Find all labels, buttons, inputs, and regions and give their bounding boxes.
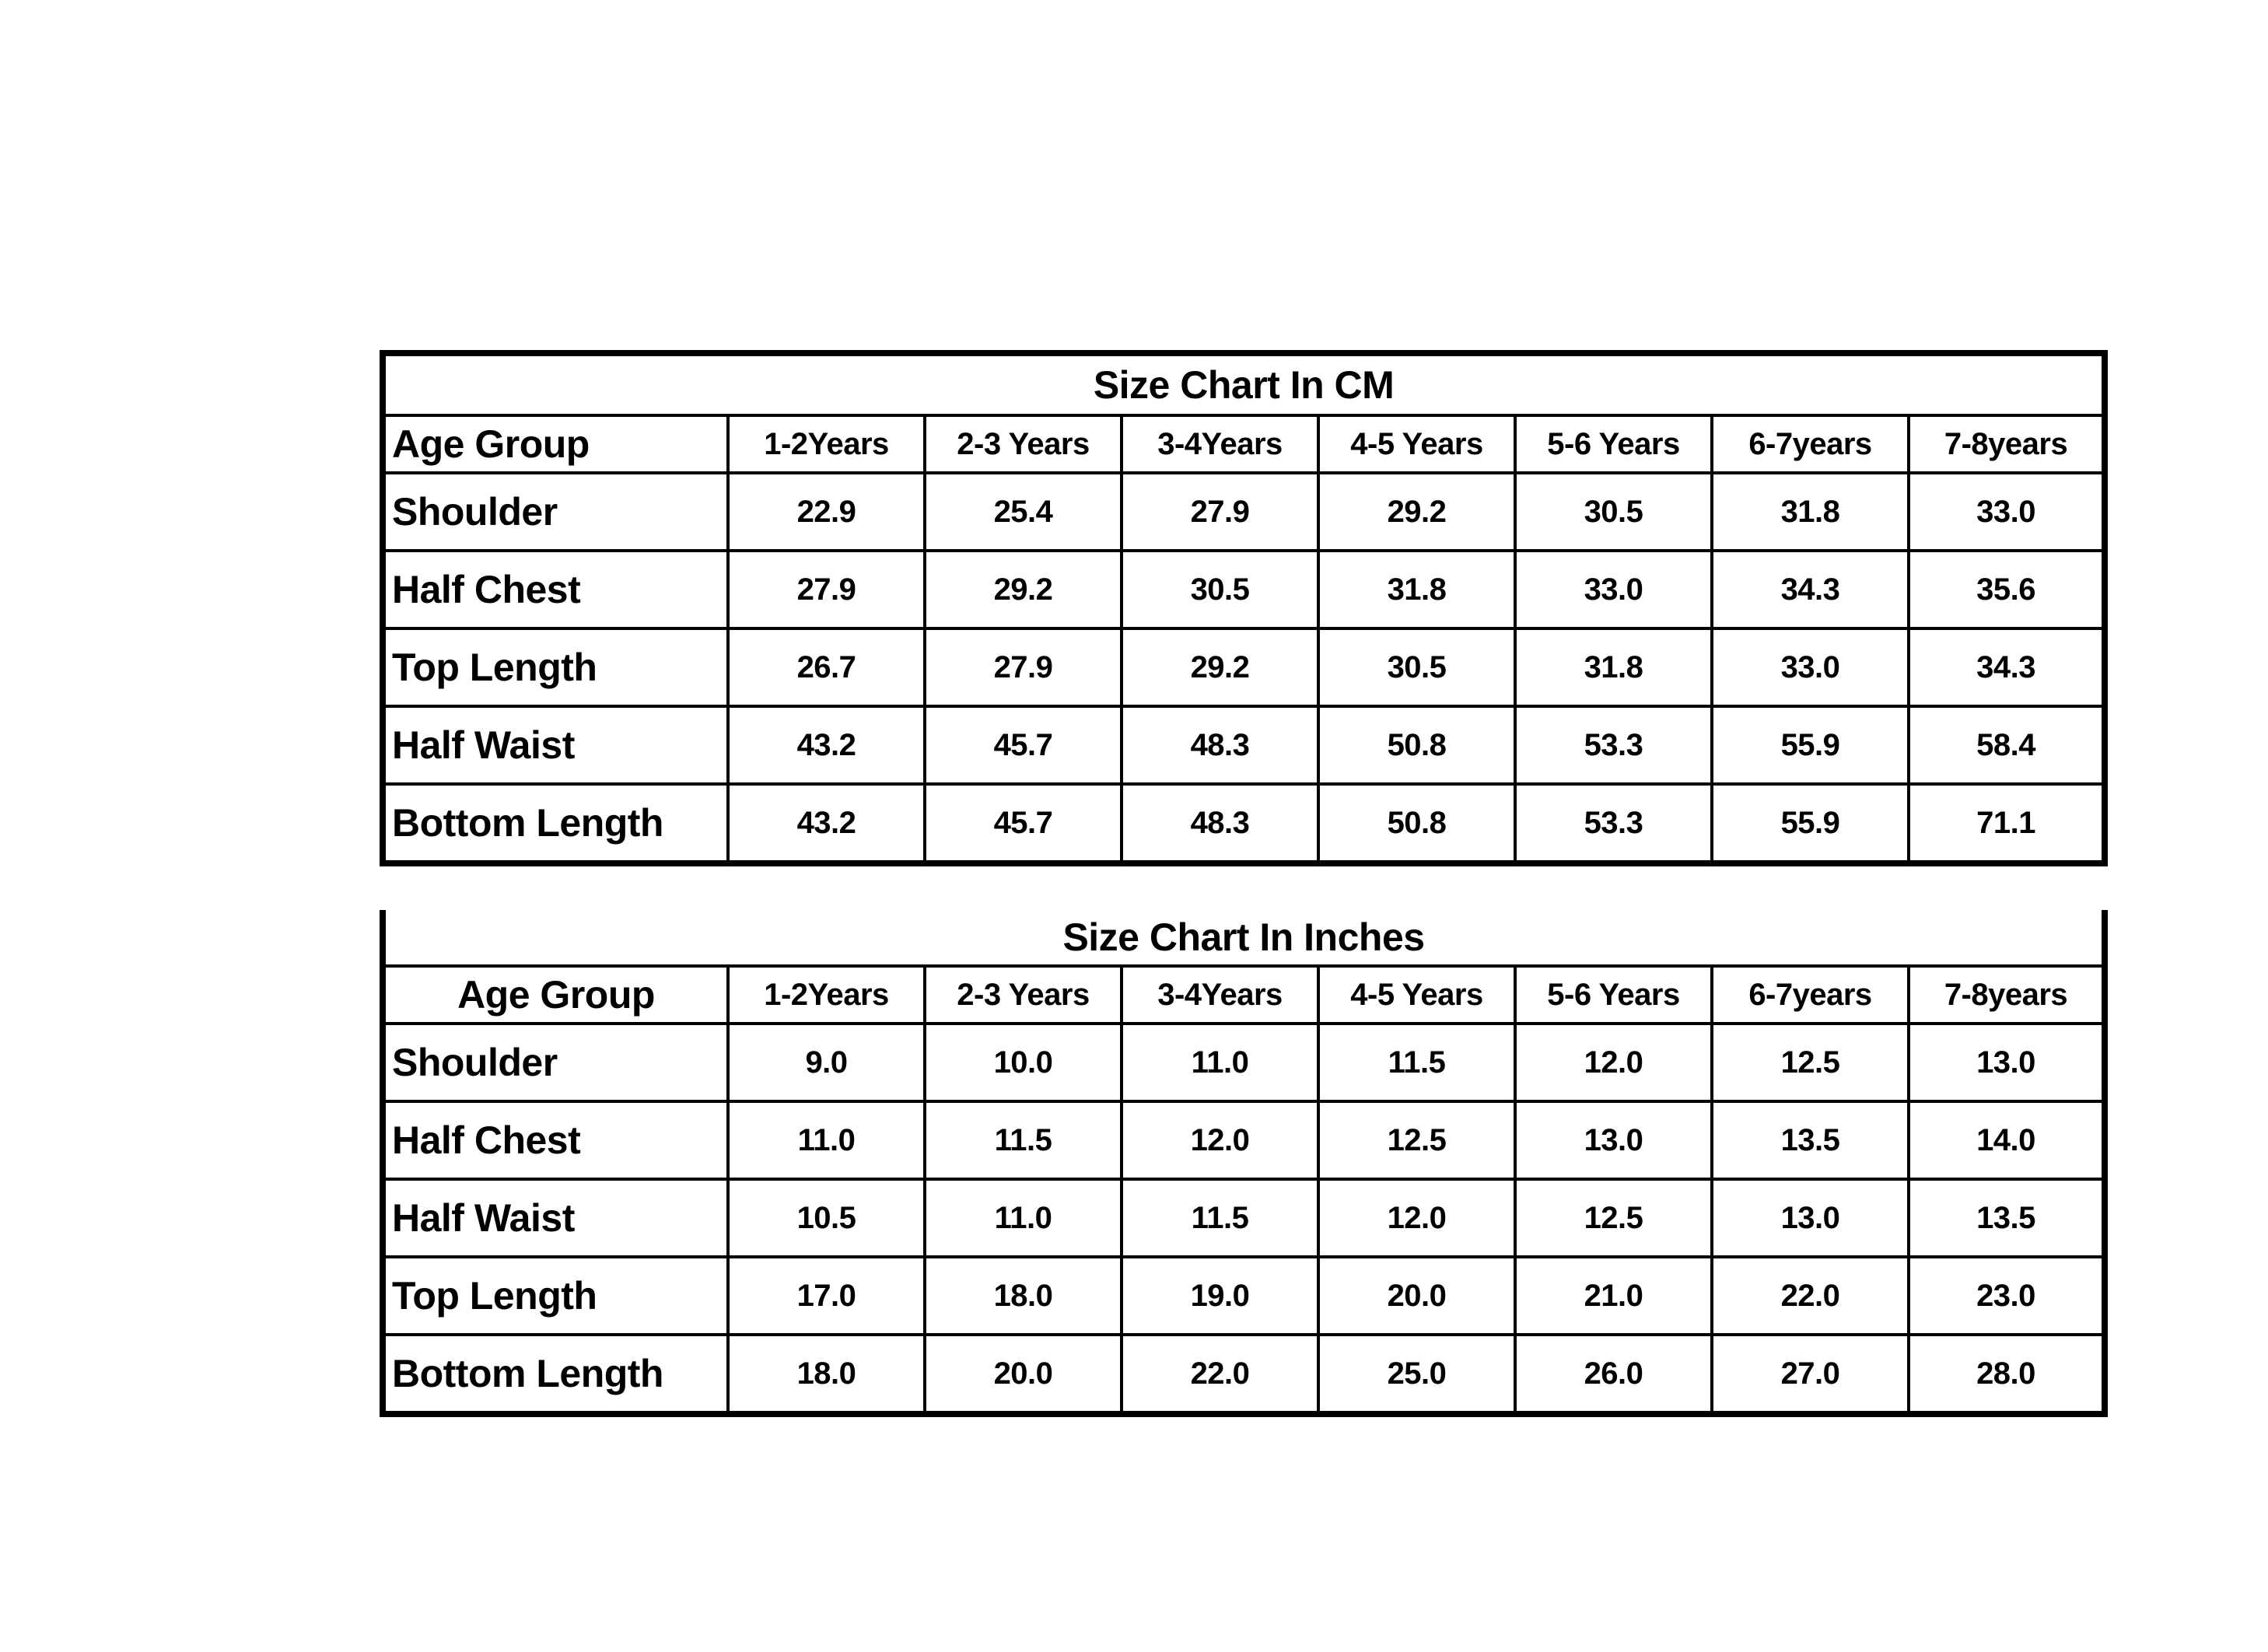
table-cell: 13.0 (1515, 1101, 1712, 1179)
table-cell: 13.0 (1909, 1024, 2105, 1101)
table-cell: 18.0 (925, 1257, 1122, 1335)
table-cell: 13.5 (1712, 1101, 1909, 1179)
table-cell: 35.6 (1909, 551, 2105, 628)
row-label-bottom-length: Bottom Length (383, 784, 728, 863)
table-cell: 11.5 (925, 1101, 1122, 1179)
table-cell: 26.7 (728, 628, 925, 706)
table-cell: 50.8 (1318, 706, 1515, 784)
table-cell: 71.1 (1909, 784, 2105, 863)
table-cell: 12.0 (1318, 1179, 1515, 1257)
row-label-half-chest: Half Chest (383, 1101, 728, 1179)
table-row-top-length (383, 628, 2105, 706)
table-cell: 28.0 (1909, 1335, 2105, 1414)
table-cell: 31.8 (1712, 473, 1909, 551)
table-row-half-waist (383, 1179, 2105, 1257)
size-chart-cm-table (380, 350, 2108, 866)
column-header-2-3-years: 2-3 Years (925, 966, 1122, 1024)
row-label-top-length: Top Length (383, 1257, 728, 1335)
table-title-row (383, 910, 2105, 966)
table-cell: 34.3 (1712, 551, 1909, 628)
table-header-row (383, 415, 2105, 473)
table-cell: 34.3 (1909, 628, 2105, 706)
row-label-shoulder: Shoulder (383, 1024, 728, 1101)
age-group-header: Age Group (383, 415, 728, 473)
table-cell: 12.5 (1515, 1179, 1712, 1257)
table-cell: 19.0 (1122, 1257, 1318, 1335)
table-row-bottom-length (383, 1335, 2105, 1414)
column-header-1-2years: 1-2Years (728, 966, 925, 1024)
table-cell: 30.5 (1515, 473, 1712, 551)
column-header-7-8years: 7-8years (1909, 966, 2105, 1024)
table-cell: 9.0 (728, 1024, 925, 1101)
row-label-half-chest: Half Chest (383, 551, 728, 628)
table-cell: 43.2 (728, 706, 925, 784)
column-header-3-4years: 3-4Years (1122, 966, 1318, 1024)
column-header-4-5-years: 4-5 Years (1318, 415, 1515, 473)
table-cell: 33.0 (1515, 551, 1712, 628)
table-cell: 33.0 (1712, 628, 1909, 706)
table-cell: 31.8 (1318, 551, 1515, 628)
table-cell: 10.0 (925, 1024, 1122, 1101)
table-title: Size Chart In CM (383, 353, 2105, 415)
table-row-half-waist (383, 706, 2105, 784)
table-cell: 27.9 (1122, 473, 1318, 551)
table-cell: 23.0 (1909, 1257, 2105, 1335)
table-cell: 13.0 (1712, 1179, 1909, 1257)
table-cell: 48.3 (1122, 784, 1318, 863)
table-row-shoulder (383, 473, 2105, 551)
table-row-half-chest (383, 1101, 2105, 1179)
table-cell: 27.9 (925, 628, 1122, 706)
column-header-4-5-years: 4-5 Years (1318, 966, 1515, 1024)
column-header-7-8years: 7-8years (1909, 415, 2105, 473)
table-cell: 55.9 (1712, 706, 1909, 784)
row-label-bottom-length: Bottom Length (383, 1335, 728, 1414)
table-cell: 58.4 (1909, 706, 2105, 784)
table-cell: 55.9 (1712, 784, 1909, 863)
row-label-half-waist: Half Waist (383, 706, 728, 784)
table-cell: 11.5 (1122, 1179, 1318, 1257)
row-label-top-length: Top Length (383, 628, 728, 706)
table-cell: 11.5 (1318, 1024, 1515, 1101)
table-cell: 13.5 (1909, 1179, 2105, 1257)
table-cell: 53.3 (1515, 706, 1712, 784)
table-cell: 31.8 (1515, 628, 1712, 706)
table-cell: 45.7 (925, 706, 1122, 784)
table-cell: 27.9 (728, 551, 925, 628)
table-cell: 20.0 (925, 1335, 1122, 1414)
table-cell: 48.3 (1122, 706, 1318, 784)
table-cell: 12.5 (1318, 1101, 1515, 1179)
table-header-row (383, 966, 2105, 1024)
column-header-5-6-years: 5-6 Years (1515, 415, 1712, 473)
table-title: Size Chart In Inches (383, 910, 2105, 966)
column-header-5-6-years: 5-6 Years (1515, 966, 1712, 1024)
table-title-row (383, 353, 2105, 415)
table-cell: 53.3 (1515, 784, 1712, 863)
row-label-half-waist: Half Waist (383, 1179, 728, 1257)
table-cell: 50.8 (1318, 784, 1515, 863)
table-cell: 11.0 (728, 1101, 925, 1179)
table-cell: 26.0 (1515, 1335, 1712, 1414)
table-row-shoulder (383, 1024, 2105, 1101)
table-row-half-chest (383, 551, 2105, 628)
table-cell: 30.5 (1122, 551, 1318, 628)
table-cell: 10.5 (728, 1179, 925, 1257)
table-cell: 25.4 (925, 473, 1122, 551)
table-cell: 30.5 (1318, 628, 1515, 706)
table-cell: 11.0 (1122, 1024, 1318, 1101)
table-cell: 27.0 (1712, 1335, 1909, 1414)
table-row-top-length (383, 1257, 2105, 1335)
table-cell: 12.0 (1515, 1024, 1712, 1101)
column-header-1-2years: 1-2Years (728, 415, 925, 473)
table-row-bottom-length (383, 784, 2105, 863)
column-header-6-7years: 6-7years (1712, 966, 1909, 1024)
table-cell: 22.9 (728, 473, 925, 551)
row-label-shoulder: Shoulder (383, 473, 728, 551)
table-cell: 29.2 (1318, 473, 1515, 551)
table-cell: 12.0 (1122, 1101, 1318, 1179)
table-cell: 33.0 (1909, 473, 2105, 551)
table-cell: 43.2 (728, 784, 925, 863)
table-cell: 45.7 (925, 784, 1122, 863)
table-cell: 22.0 (1122, 1335, 1318, 1414)
age-group-header: Age Group (383, 966, 728, 1024)
column-header-6-7years: 6-7years (1712, 415, 1909, 473)
table-cell: 11.0 (925, 1179, 1122, 1257)
column-header-2-3-years: 2-3 Years (925, 415, 1122, 473)
table-cell: 29.2 (925, 551, 1122, 628)
table-cell: 14.0 (1909, 1101, 2105, 1179)
table-cell: 12.5 (1712, 1024, 1909, 1101)
table-cell: 25.0 (1318, 1335, 1515, 1414)
column-header-3-4years: 3-4Years (1122, 415, 1318, 473)
table-cell: 18.0 (728, 1335, 925, 1414)
table-cell: 17.0 (728, 1257, 925, 1335)
table-cell: 21.0 (1515, 1257, 1712, 1335)
table-cell: 29.2 (1122, 628, 1318, 706)
size-chart-inches-table (380, 910, 2108, 1417)
table-cell: 22.0 (1712, 1257, 1909, 1335)
table-cell: 20.0 (1318, 1257, 1515, 1335)
